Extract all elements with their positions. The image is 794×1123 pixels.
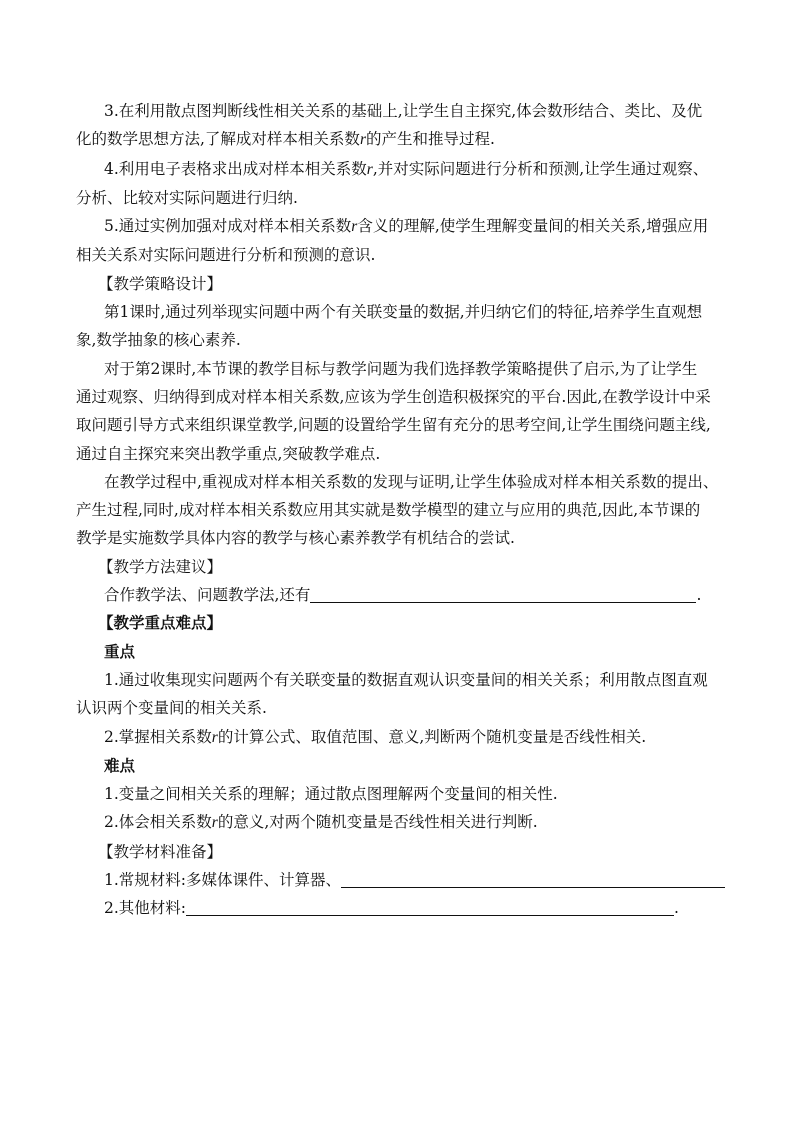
heading-text: 【教学重点难点】 [98,613,223,633]
text-line: 认识两个变量间的相关关系. [76,699,267,718]
fill-in-blank[interactable] [186,897,674,916]
variable-r: r [359,131,366,149]
difficulty-item-1 [104,780,724,808]
strategy-paragraph-1 [76,298,724,355]
text-span: 合作教学法、问题教学法,还有 [104,586,311,605]
materials-item-2 [104,894,724,922]
text-span: . [674,899,679,918]
objective-item-3 [76,97,724,155]
text-line [104,866,724,894]
materials-item-1 [104,866,724,894]
text-span: 化的数学思想方法,了解成对样本相关系数 [76,130,360,149]
heading-text: 【教学材料准备】 [98,842,223,861]
text-line: 教学是实施数学具体内容的教学与核心素养教学有机结合的尝试. [76,529,515,548]
objective-item-5 [76,212,724,270]
section-heading-strategy [98,270,724,298]
text-line: 3.在利用散点图判断线性相关关系的基础上,让学生自主探究,体会数形结合、类比、及优 [104,102,703,120]
document-body [76,97,724,923]
variable-r: r [351,218,358,236]
variable-r: r [366,160,373,178]
text-span: 的计算公式、取值范围、意义,判断两个随机变量是否线性相关. [217,727,647,746]
text-line: 第1课时,通过列举现实问题中两个有关联变量的数据,并归纳它们的特征,培养学生直观想 [104,303,703,322]
heading-text: 【教学策略设计】 [98,274,223,293]
section-heading-materials [98,838,724,866]
text-line: 通过观察、归纳得到成对样本相关系数,应该为学生创造积极探究的平台.因此,在教学设计中采 [76,387,711,406]
key-label [104,638,724,666]
text-line: 1.变量之间相关关系的理解；通过散点图理解两个变量间的相关性. [104,785,558,804]
methods-line [104,581,724,609]
difficulty-label [104,752,724,780]
text-span: 1.常规材料:多媒体课件、计算器、 [104,871,342,890]
key-item-1 [76,666,724,723]
text-line [104,155,724,184]
strategy-paragraph-3 [76,468,724,553]
text-span: 的意义,对两个随机变量是否线性相关进行判断. [217,813,538,832]
variable-r: r [211,814,218,832]
text-span: 4.利用电子表格求出成对样本相关系数 [104,159,367,178]
text-line: 对于第2课时,本节课的教学目标与教学问题为我们选择教学策略提供了启示,为了让学生 [104,359,698,378]
fill-in-blank[interactable] [341,869,725,888]
text-line: 分析、比较对实际问题进行归纳. [76,188,298,207]
objective-item-4 [76,155,724,213]
strategy-paragraph-2 [76,355,724,468]
label-text: 难点 [104,755,136,775]
text-line: 取问题引导方式来组织课堂教学,问题的设置给学生留有充分的思考空间,让学生围绕问题主线, [76,416,711,435]
text-span: 5.通过实例加强对成对样本相关系数 [104,217,352,236]
text-span: 2.掌握相关系数 [104,727,212,746]
text-line [104,212,724,241]
key-item-2 [104,723,724,752]
text-line [104,581,724,609]
heading-text: 【教学方法建议】 [98,557,223,576]
text-span: . [696,586,702,605]
text-line: 象,数学抽象的核心素养. [76,331,241,350]
text-line: 1.通过收集现实问题两个有关联变量的数据直观认识变量间的相关关系；利用散点图直观 [104,670,708,689]
text-span: 的产生和推导过程. [365,130,495,149]
text-line [104,894,724,922]
text-span: ,并对实际问题进行分析和预测,让学生通过观察、 [372,159,709,178]
text-span: 含义的理解,使学生理解变量间的相关关系,增强应用 [357,217,709,236]
text-line [76,125,724,154]
text-span: 2.体会相关系数 [104,813,212,832]
section-heading-keypoints [98,609,724,637]
variable-r: r [211,728,218,746]
text-span: 2.其他材料: [104,899,187,918]
fill-in-blank[interactable] [310,584,696,603]
section-heading-methods [98,553,724,581]
text-line: 相关关系对实际问题进行分析和预测的意识. [76,246,376,265]
text-line [104,723,724,752]
text-line: 产生过程,同时,成对样本相关系数应用其实就是数学模型的建立与应用的典范,因此,本节课的 [76,501,701,520]
text-line: 通过自主探究来突出教学重点,突破教学难点. [76,444,381,463]
label-text: 重点 [104,641,136,661]
text-line: 在教学过程中,重视成对样本相关系数的发现与证明,让学生体验成对样本相关系数的提出、 [104,472,719,491]
text-line [104,808,724,837]
difficulty-item-2 [104,808,724,837]
